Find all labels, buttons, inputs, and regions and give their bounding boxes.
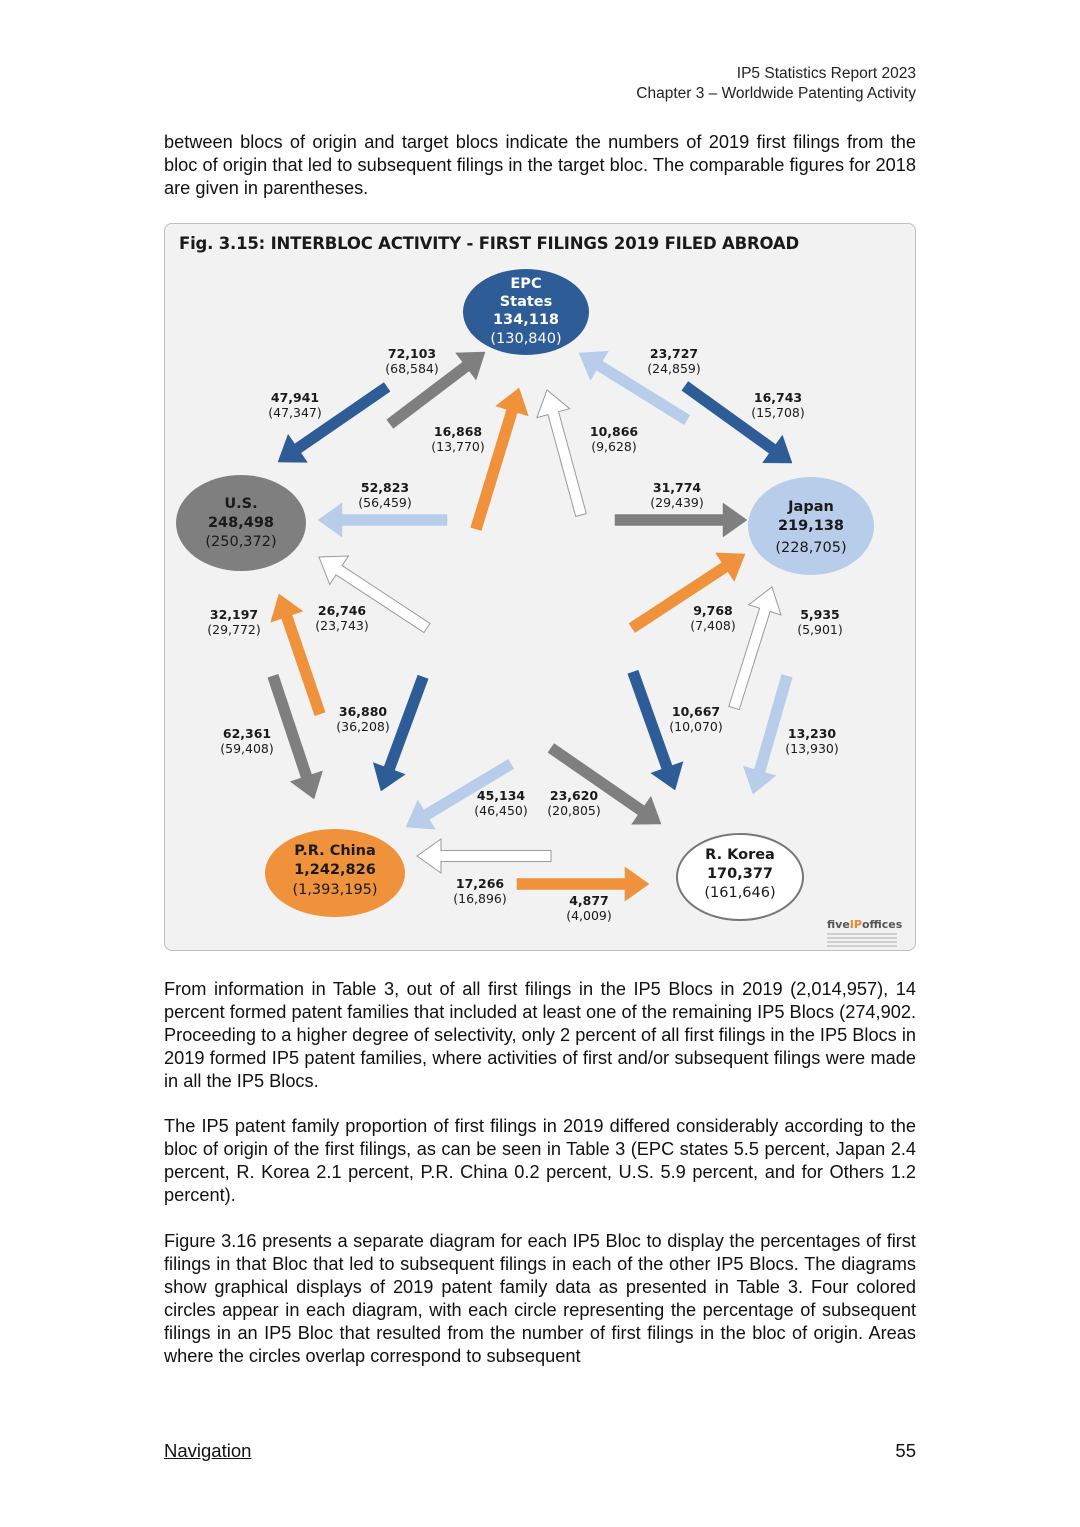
node-japan	[748, 477, 874, 575]
flow-value-china-to-japan: 9,768	[693, 603, 733, 618]
intro-paragraph: between blocs of origin and target blocs indicate the numbers of 2019 first filings from the bloc of origin that led to subsequent filings in the target bloc. The comparable figures for 2018 are given in parentheses.	[164, 132, 916, 198]
page-number: 55	[895, 1440, 916, 1461]
flow-value-china-to-epc: 16,868	[433, 424, 483, 439]
node-japan-name: Japan	[788, 499, 834, 515]
node-epc-value: 134,118	[492, 312, 560, 328]
flow-value-china-to-korea: 4,877	[569, 893, 609, 908]
flow-prev-china-to-japan: (7,408)	[690, 618, 736, 633]
flow-value-japan-to-korea: 13,230	[787, 726, 837, 741]
flow-value-korea-to-japan: 5,935	[800, 607, 840, 622]
node-us-prev: (250,372)	[205, 534, 277, 550]
interbloc-figure	[164, 223, 916, 951]
paragraph-proportion: The IP5 patent family proportion of first filings in 2019 differed considerably according to the bloc of origin of the first filings, as can be seen in Table 3 (EPC states 5.5 percent, Japan 2.4 percent, R. Korea 2.1 percent, P.R. China 0.2 percent, U.S. 5.9 percent, and for Others 1.2 percent).	[164, 1116, 916, 1205]
node-korea-name: R. Korea	[705, 847, 775, 863]
flow-value-epc-to-korea: 10,667	[671, 704, 721, 719]
flow-prev-epc-to-korea: (10,070)	[669, 719, 723, 734]
flow-prev-china-to-epc: (13,770)	[431, 439, 485, 454]
flow-value-us-to-korea: 23,620	[549, 788, 599, 803]
page-header	[636, 64, 916, 104]
flow-value-us-to-epc: 72,103	[387, 346, 437, 361]
flow-prev-japan-to-us: (56,459)	[358, 495, 412, 510]
node-china	[265, 829, 405, 917]
flow-value-korea-to-us: 26,746	[317, 603, 367, 618]
arrow-korea-to-epc	[537, 390, 586, 516]
flow-prev-epc-to-china: (36,208)	[336, 719, 390, 734]
node-us	[176, 475, 306, 571]
node-epc	[463, 269, 589, 355]
flow-value-us-to-japan: 31,774	[652, 480, 702, 495]
flow-value-japan-to-us: 52,823	[360, 480, 410, 495]
node-china-prev: (1,393,195)	[292, 882, 378, 898]
flow-value-korea-to-china: 17,266	[455, 876, 505, 891]
node-us-name: U.S.	[224, 496, 258, 512]
flow-value-china-to-us: 32,197	[209, 607, 259, 622]
figure-title: Fig. 3.15: INTERBLOC ACTIVITY - FIRST FILINGS 2019 FILED ABROAD	[179, 234, 799, 253]
logo-fineprint	[827, 933, 911, 947]
arrow-korea-to-japan	[729, 587, 781, 710]
flow-prev-japan-to-epc: (24,859)	[647, 361, 701, 376]
node-japan-prev: (228,705)	[775, 540, 847, 556]
node-us-value: 248,498	[207, 515, 275, 531]
flow-prev-china-to-us: (29,772)	[207, 622, 261, 637]
flow-value-epc-to-japan: 16,743	[753, 390, 803, 405]
report-title: IP5 Statistics Report 2023	[736, 65, 916, 82]
node-epc-name2: States	[499, 294, 553, 310]
flow-value-epc-to-us: 47,941	[270, 390, 320, 405]
flow-prev-us-to-korea: (20,805)	[547, 803, 601, 818]
flow-prev-korea-to-us: (23,743)	[315, 618, 369, 633]
flow-prev-us-to-epc: (68,584)	[385, 361, 439, 376]
paragraph-table3: From information in Table 3, out of all first filings in the IP5 Blocs in 2019 (2,014,957), 14 percent formed patent families that included at least one of the remaining IP5 Blocs (274,902. Proceeding to a higher degree of selectivity, only 2 percent of all first filings in the IP5 Blocs in 2019 formed IP5 patent families, where activities of first and/or subsequent filings were made in all the IP5 Blocs.	[164, 979, 916, 1091]
flow-prev-japan-to-korea: (13,930)	[785, 741, 839, 756]
flow-prev-epc-to-us: (47,347)	[268, 405, 322, 420]
node-epc-prev: (130,840)	[490, 331, 562, 347]
flow-prev-korea-to-epc: (9,628)	[591, 439, 637, 454]
node-china-value: 1,242,826	[294, 862, 376, 878]
flow-diagram	[165, 224, 916, 951]
chapter-title: Chapter 3 – Worldwide Patenting Activity	[636, 85, 916, 102]
flow-prev-korea-to-japan: (5,901)	[797, 622, 843, 637]
node-korea-value: 170,377	[706, 866, 774, 882]
flow-prev-us-to-china: (59,408)	[220, 741, 274, 756]
node-japan-value: 219,138	[777, 518, 845, 534]
arrow-china-to-epc	[471, 388, 529, 531]
node-china-name: P.R. China	[294, 843, 376, 859]
flow-prev-china-to-korea: (4,009)	[566, 908, 612, 923]
flow-value-japan-to-china: 45,134	[476, 788, 526, 803]
flow-prev-us-to-japan: (29,439)	[650, 495, 704, 510]
navigation-link[interactable]: Navigation	[164, 1440, 252, 1461]
node-korea-prev: (161,646)	[704, 885, 776, 901]
arrow-korea-to-china	[417, 839, 551, 873]
flow-prev-korea-to-china: (16,896)	[453, 891, 507, 906]
paragraph-figure316: Figure 3.16 presents a separate diagram for each IP5 Bloc to display the percentages of first filings in that Bloc that led to subsequent filings in each of the other IP5 Blocs. The diagrams show graphical displays of 2019 patent family data as presented in Table 3. Four colored circles appear in each diagram, with each circle representing the percentage of subsequent filings in an IP5 Bloc that resulted from the number of first filings in the bloc of origin. Areas where the circles overlap correspond to subsequent	[164, 1231, 916, 1366]
flow-value-epc-to-china: 36,880	[338, 704, 388, 719]
node-epc-name1: EPC	[510, 276, 542, 292]
logo-text: fiveIPoffices	[827, 918, 903, 931]
flow-prev-epc-to-japan: (15,708)	[751, 405, 805, 420]
flow-value-japan-to-epc: 23,727	[649, 346, 699, 361]
node-korea	[677, 834, 803, 920]
five-ip-offices-logo	[827, 918, 911, 947]
flow-value-us-to-china: 62,361	[222, 726, 272, 741]
flow-prev-japan-to-china: (46,450)	[474, 803, 528, 818]
arrow-japan-to-korea	[743, 675, 792, 795]
flow-value-korea-to-epc: 10,866	[589, 424, 639, 439]
